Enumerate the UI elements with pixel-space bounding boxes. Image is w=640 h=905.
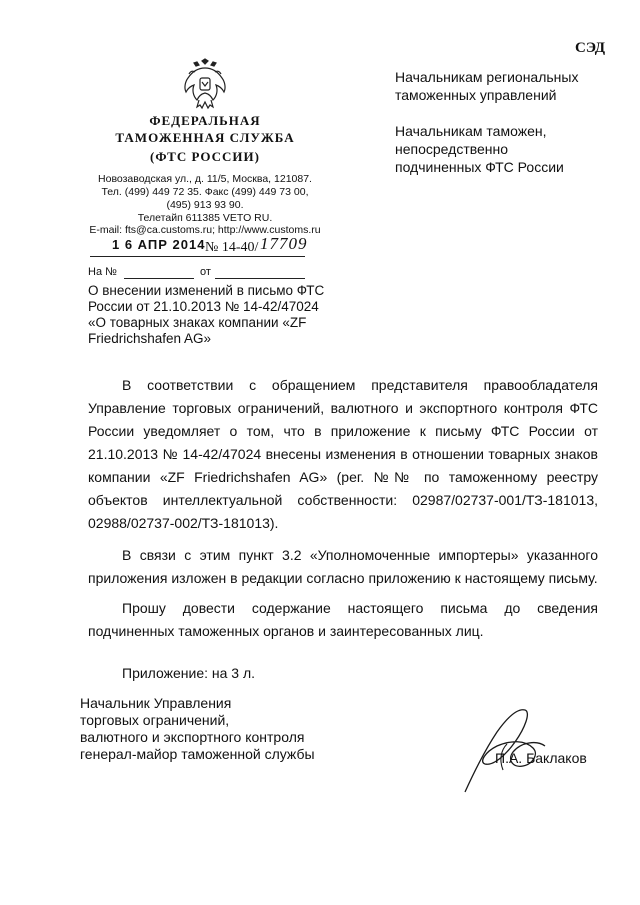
email-line: E-mail: fts@ca.customs.ru; http://www.customs.ru [89,224,321,236]
body-paragraph-3: Прошу довести содержание настоящего письма до сведения подчиненных таможенных органов и заинтересованных лиц. [88,600,598,639]
address-line-3: (495) 913 93 90. [166,199,244,211]
reference-number-label: На № [88,266,117,278]
document-number-prefix: № 14-40/ [205,240,259,255]
russian-double-headed-eagle-icon [182,58,228,110]
addressee-customs: Начальникам таможен, непосредственно подчиненных ФТС России [395,123,564,175]
date-stamp: 1 6 АПР 2014 [112,237,206,252]
reference-date-blank [215,278,305,279]
body-paragraph-2: В связи с этим пункт 3.2 «Уполномоченные импортеры» указанного приложения изложен в редакции согласно приложению к настоящему письму. [88,547,598,586]
number-underline [200,256,305,257]
org-name-line2: ТАМОЖЕННАЯ СЛУЖБА [115,130,295,145]
document-number-handwritten: 17709 [260,234,308,253]
teletype: Телетайп 611385 VETO RU. [137,212,273,224]
address-line-1: Новозаводская ул., д. 11/5, Москва, 121087. [98,173,312,185]
body-paragraph-1: В соответствии с обращением представителя правообладателя Управление торговых ограничений, валютного и экспортного контроля ФТС России уведомляет о том, что в приложение к письму ФТС России от 21.10.2013 № 14-42/47024 внесены изменения в отношении товарных знаков компании «ZF Friedrichshafen AG» (рег. №№ по таможенному реестру объектов интеллектуальной собственности: 02987/02737-001/ТЗ-181013, 02988/02737-002/ТЗ-181013). [88,377,598,531]
address-line-2: Тел. (499) 449 72 35. Факс (499) 449 73 00, [101,186,309,198]
org-abbrev: (ФТС РОССИИ) [150,149,260,164]
signer-position-line: Начальник Управления [80,695,232,711]
attachment-note: Приложение: на 3 л. [122,665,256,681]
date-underline [90,256,200,257]
signer-position [80,695,340,763]
signer-name: П.А. Баклаков [495,750,587,766]
signer-position-line: валютного и экспортного контроля [80,729,305,745]
system-mark: СЭД [575,40,606,56]
reference-date-label: от [200,266,211,278]
reference-number-blank [124,278,194,279]
addressee-regional: Начальникам региональных таможенных управлений [395,69,579,103]
signer-position-line: генерал-майор таможенной службы [80,746,315,762]
letter-subject: О внесении изменений в письмо ФТС России от 21.10.2013 № 14-42/47024 «О товарных знаках компании «ZF Friedrichshafen AG» [88,283,325,346]
signer-position-line: торговых ограничений, [80,712,230,728]
org-name-line1: ФЕДЕРАЛЬНАЯ [149,113,261,128]
